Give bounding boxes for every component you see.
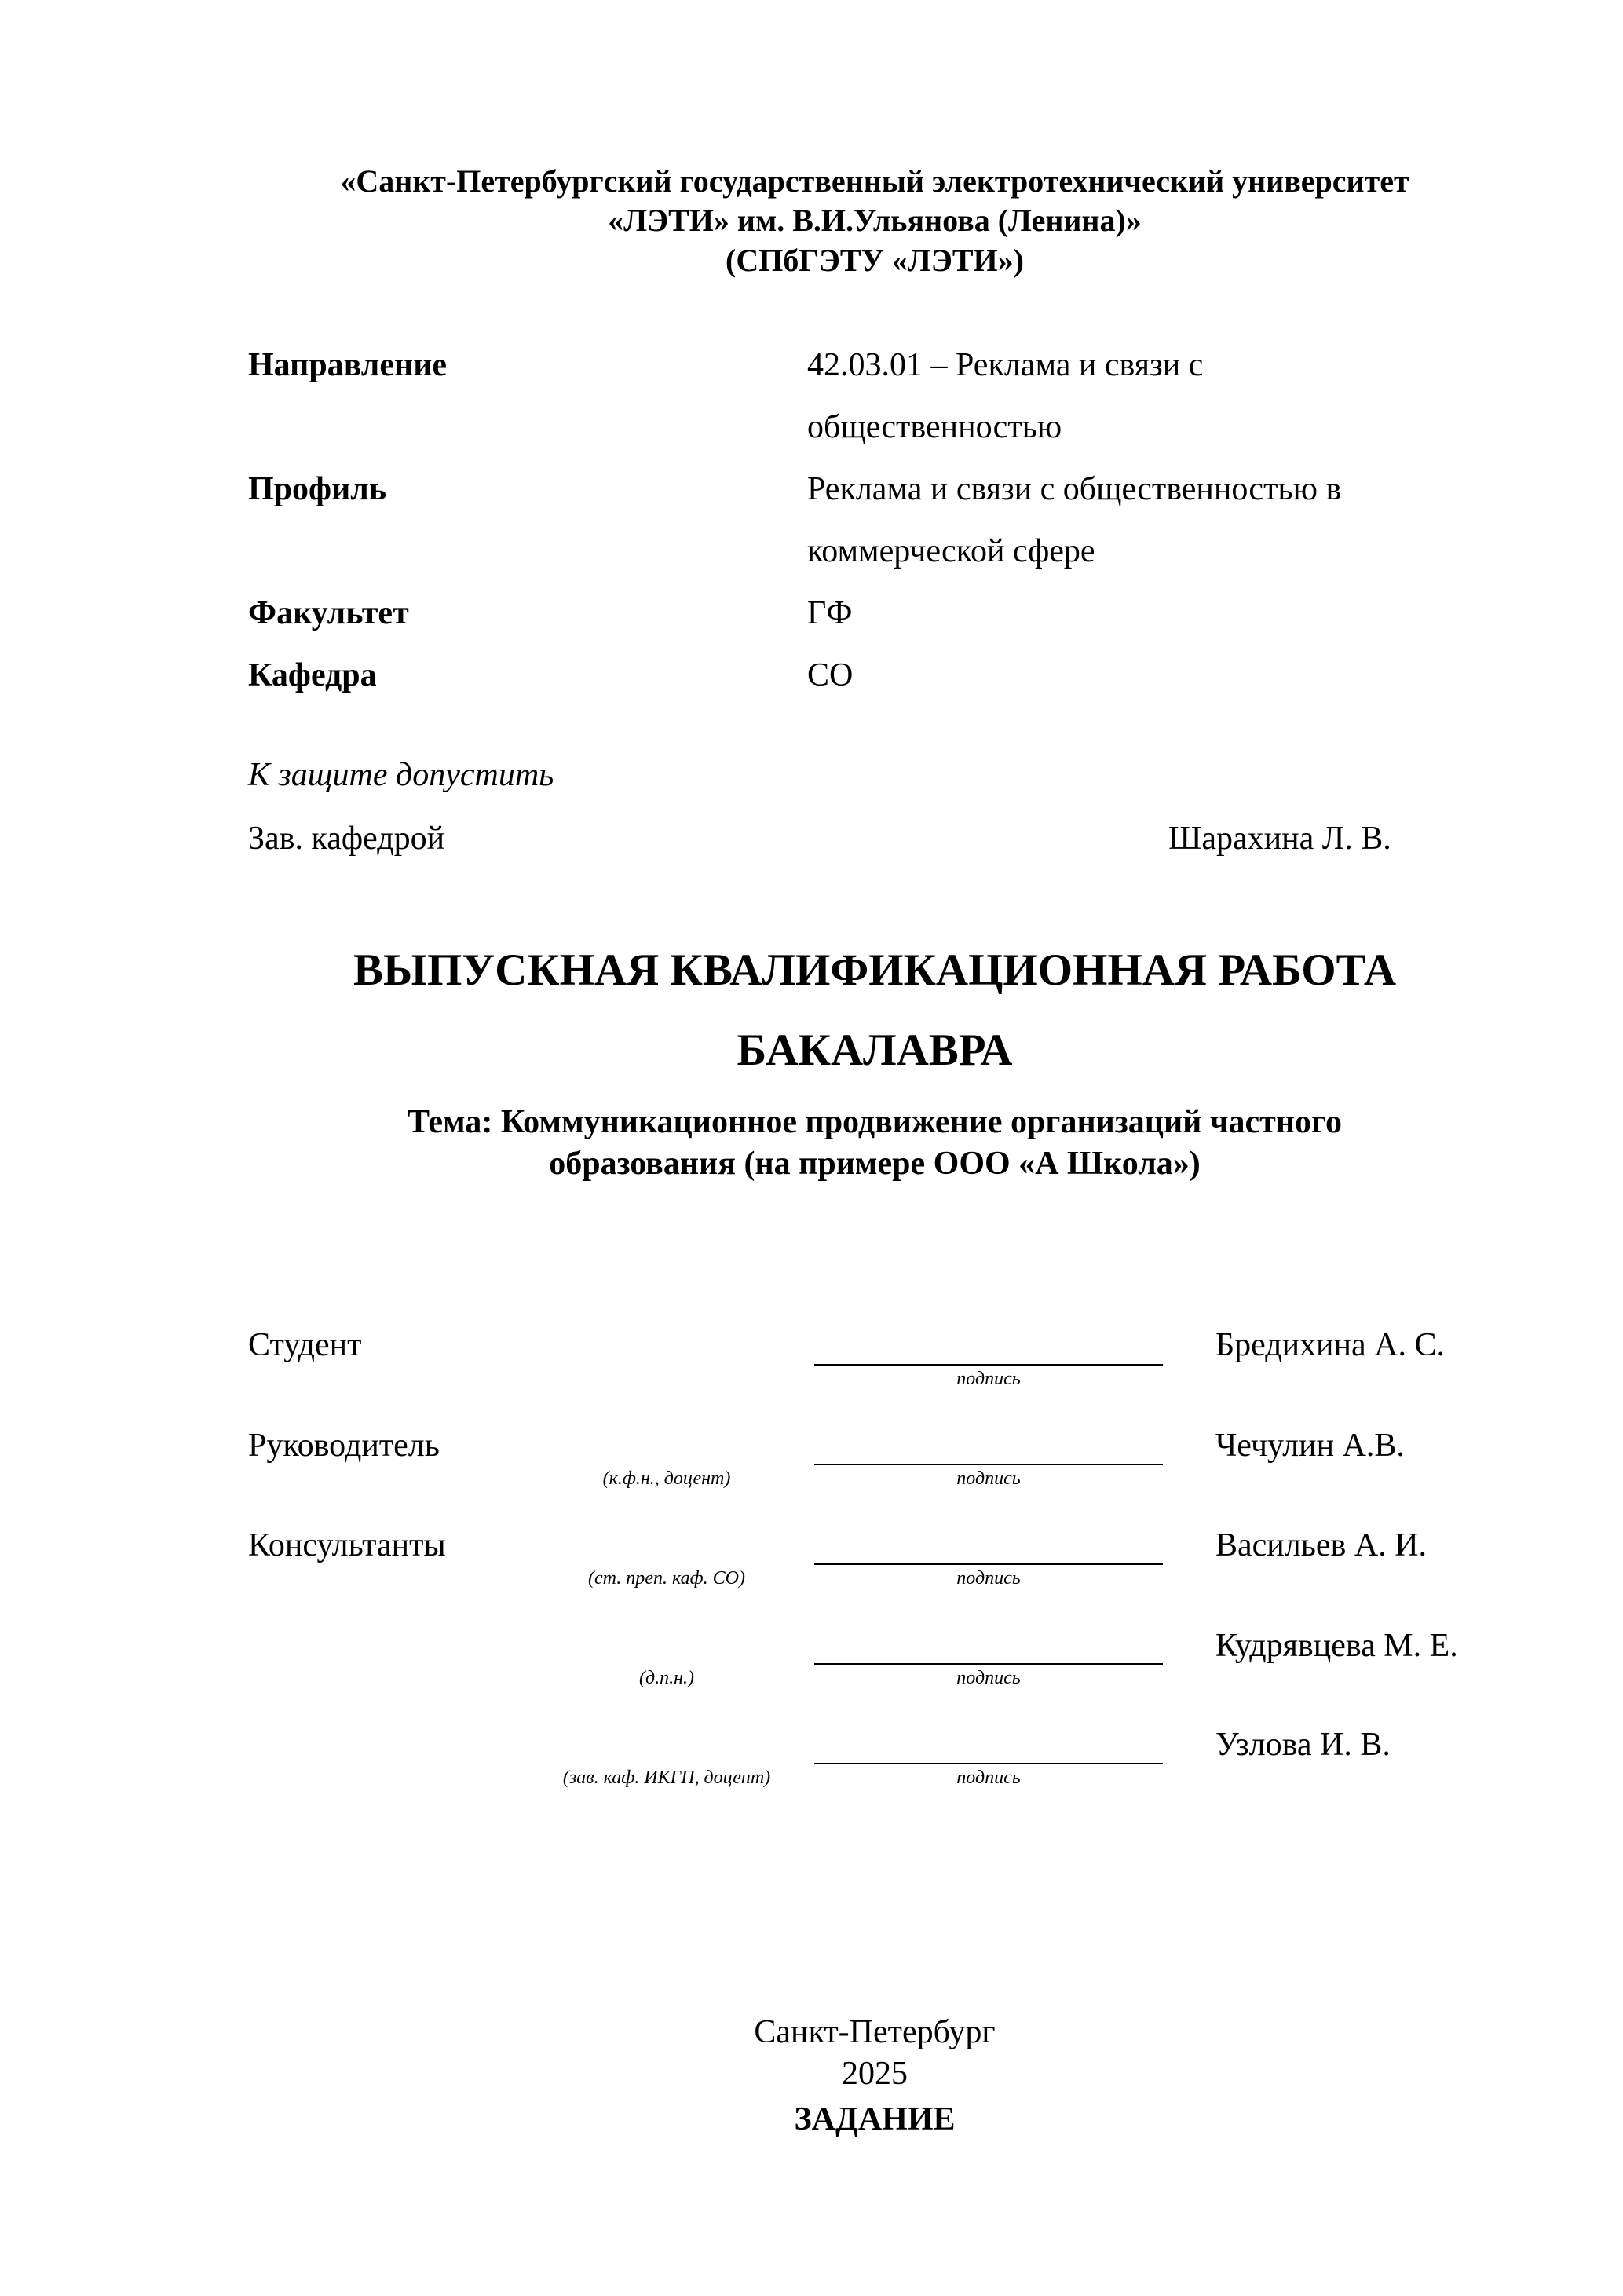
signature-line (814, 1364, 1163, 1366)
signature-name: Узлова И. В. (1215, 1727, 1391, 1763)
title-line1: ВЫПУСКНАЯ КВАЛИФИКАЦИОННАЯ РАБОТА (353, 945, 1396, 995)
signature-caption: подпись (956, 1369, 1021, 1389)
signature-name: Кудрявцева М. Е. (1215, 1628, 1458, 1664)
university-name-line1: «Санкт-Петербургский государственный электротехнический университет (340, 163, 1409, 199)
year: 2025 (842, 2056, 908, 2092)
signature-caption: подпись (956, 1668, 1021, 1688)
approval-heading: К защите допустить (248, 757, 554, 793)
signature-line (814, 1464, 1163, 1465)
signature-line (814, 1563, 1163, 1565)
signature-caption: подпись (956, 1468, 1021, 1489)
signature-caption: подпись (956, 1768, 1021, 1788)
signature-name: Чечулин А.В. (1215, 1428, 1405, 1464)
signature-name: Васильев А. И. (1215, 1527, 1427, 1563)
faculty-value: ГФ (807, 595, 853, 631)
signature-role: Студент (248, 1327, 362, 1363)
signature-name: Бредихина А. С. (1215, 1327, 1445, 1363)
signature-degree: (к.ф.н., доцент) (602, 1468, 731, 1489)
faculty-label: Факультет (248, 595, 409, 631)
topic-line1: Тема: Коммуникационное продвижение организаций частного (407, 1104, 1343, 1140)
signature-role: Консультанты (248, 1527, 446, 1563)
department-label: Кафедра (248, 657, 377, 693)
signature-degree: (ст. преп. каф. СО) (588, 1568, 745, 1589)
signature-line (814, 1763, 1163, 1764)
department-value: СО (807, 657, 854, 693)
direction-value: 42.03.01 – Реклама и связи с (807, 347, 1204, 383)
university-name-line2: «ЛЭТИ» им. В.И.Ульянова (Ленина)» (608, 203, 1142, 238)
direction-label: Направление (248, 347, 448, 383)
signature-caption: подпись (956, 1568, 1021, 1589)
profile-value: Реклама и связи с общественностью в (807, 471, 1342, 507)
title-line2: БАКАЛАВРА (737, 1026, 1013, 1075)
topic-line2: образования (на примере ООО «А Школа») (549, 1146, 1201, 1182)
city: Санкт-Петербург (754, 2014, 996, 2050)
signature-degree: (зав. каф. ИКГП, доцент) (562, 1768, 771, 1788)
direction-value-cont: общественностью (807, 409, 1062, 445)
approval-name: Шарахина Л. В. (1168, 821, 1391, 857)
signature-line (814, 1663, 1163, 1665)
signature-degree: (д.п.н.) (638, 1668, 695, 1688)
university-abbreviation: (СПбГЭТУ «ЛЭТИ») (726, 243, 1024, 278)
approval-position: Зав. кафедрой (248, 821, 445, 857)
profile-label: Профиль (248, 471, 387, 507)
signature-role: Руководитель (248, 1428, 440, 1464)
profile-value-cont: коммерческой сфере (807, 533, 1095, 569)
next-section-heading: ЗАДАНИЕ (794, 2101, 956, 2137)
